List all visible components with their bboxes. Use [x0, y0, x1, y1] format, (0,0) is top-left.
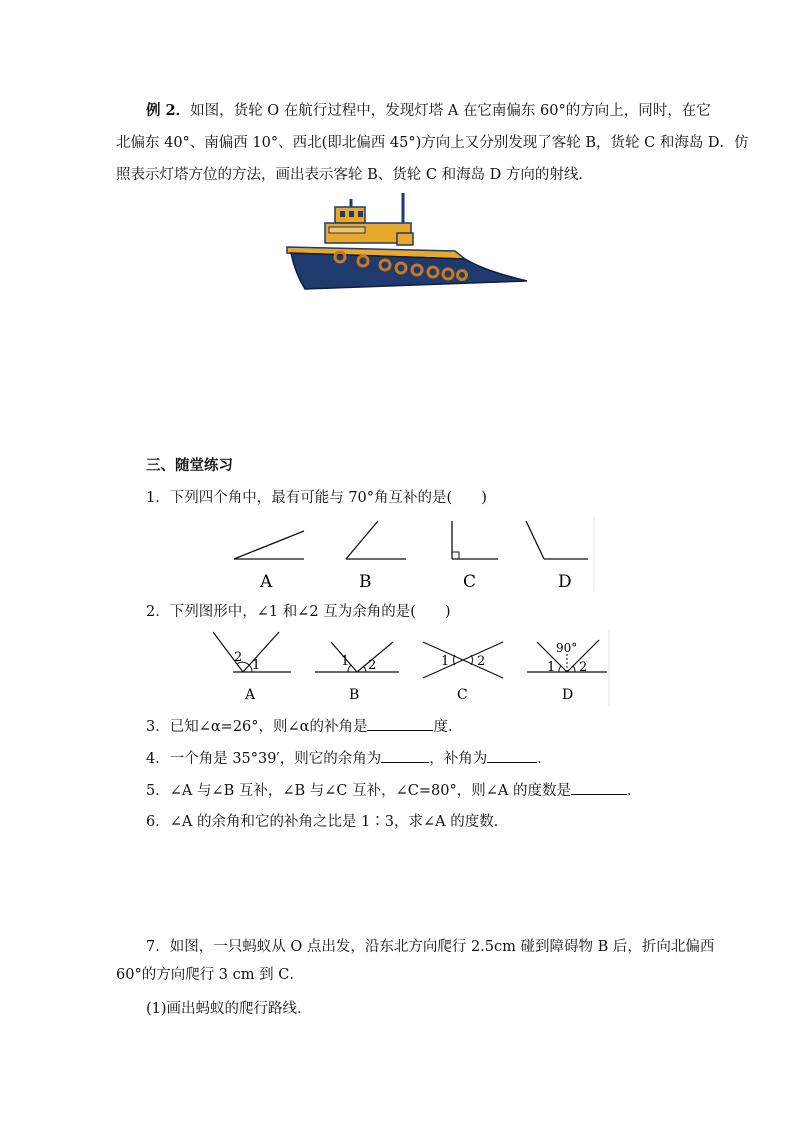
q1-figure — [228, 515, 608, 595]
ship-illustration — [285, 193, 530, 293]
q5-line — [146, 780, 641, 801]
example2-line3: 照表示灯塔方位的方法，画出表示客轮 B、货轮 C 和海岛 D 方向的射线． — [116, 167, 593, 183]
q3-answer-blank[interactable] — [367, 716, 433, 731]
q1-option-a: A — [260, 572, 273, 592]
q2-option-c-figure — [423, 642, 503, 678]
q4-text-2: ，补角为 — [429, 751, 488, 767]
q5-text-before: 5．∠A 与∠B 互补，∠B 与∠C 互补，∠C=80°，则∠A 的度数是 — [146, 783, 571, 799]
example2-text1: 如图，货轮 O 在航行过程中，发现灯塔 A 在它南偏东 60°的方向上，同时，在它 — [190, 103, 711, 119]
q1-option-b: B — [359, 572, 372, 592]
q3-text-after: 度． — [433, 719, 463, 735]
q2-d-angle-1: 1 — [547, 660, 556, 675]
q1-option-d: D — [558, 572, 572, 592]
section3-title: 三、随堂练习 — [146, 457, 233, 474]
q4-line — [146, 748, 552, 769]
example2-label: 例 2． — [146, 102, 191, 119]
q7-line2: 60°的方向爬行 3 cm 到 C． — [116, 967, 304, 983]
q3-text-before: 3．已知∠α=26°，则∠α的补角是 — [146, 719, 368, 735]
q2-option-d-figure — [527, 640, 607, 675]
q6-text: 6．∠A 的余角和它的补角之比是 1∶3，求∠A 的度数． — [146, 814, 509, 830]
q2-d-right-angle-label: 90° — [556, 641, 578, 655]
q7-line1: 7．如图，一只蚂蚁从 O 点出发，沿东北方向爬行 2.5cm 碰到障碍物 B 后，折向北偏西 — [146, 939, 715, 955]
q2-a-angle-2: 2 — [234, 650, 243, 665]
q4-complement-blank[interactable] — [381, 748, 429, 763]
q4-text-1: 4．一个角是 35°39′，则它的余角为 — [146, 751, 382, 767]
q4-supplement-blank[interactable] — [487, 748, 537, 763]
q2-text: 2．下列图形中，∠1 和∠2 互为余角的是( ) — [146, 604, 451, 620]
q2-a-angle-1: 1 — [252, 658, 261, 673]
q2-option-d: D — [562, 687, 574, 703]
q2-b-angle-2: 2 — [368, 658, 377, 673]
example2-line2: 北偏东 40°、南偏西 10°、西北(即北偏西 45°)方向上又分别发现了客轮 B，货轮 C 和海岛 D．仿 — [116, 135, 749, 151]
q4-text-3: ． — [537, 751, 552, 767]
q5-answer-blank[interactable] — [571, 780, 627, 795]
q2-b-angle-1: 1 — [341, 654, 350, 669]
q2-figure — [207, 628, 611, 708]
q2-option-b: B — [349, 687, 360, 703]
q2-option-a: A — [245, 687, 256, 703]
q5-text-after: ． — [626, 783, 642, 799]
q2-d-angle-2: 2 — [579, 660, 588, 675]
q2-c-angle-2: 2 — [477, 654, 486, 669]
q3-line — [146, 716, 462, 737]
q7-sub1: (1)画出蚂蚁的爬行路线． — [146, 1001, 312, 1017]
q2-option-a-figure — [213, 632, 291, 673]
example2-line1 — [146, 101, 711, 121]
q1-option-c: C — [463, 572, 477, 592]
q2-c-angle-1: 1 — [441, 654, 450, 669]
q1-text: 1．下列四个角中，最有可能与 70°角互补的是( ) — [146, 490, 487, 506]
q2-option-b-figure — [315, 642, 399, 673]
q2-option-c: C — [457, 687, 468, 703]
